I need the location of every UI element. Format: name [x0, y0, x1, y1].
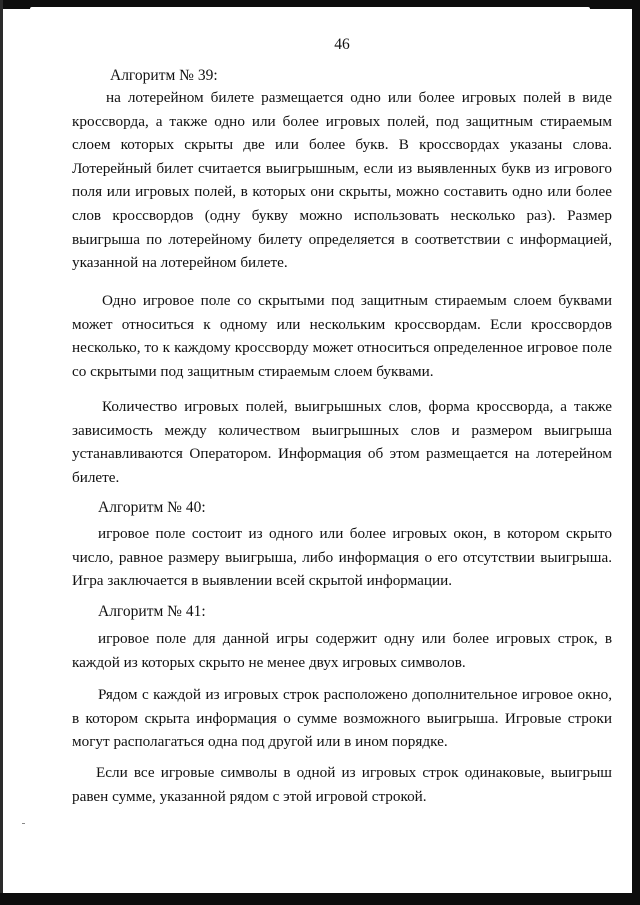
algorithm-39-heading: Алгоритм № 39:	[110, 67, 218, 84]
algorithm-40-heading: Алгоритм № 40:	[98, 499, 206, 516]
scan-edge-bottom	[0, 893, 640, 905]
algorithm-41-paragraph-2: Рядом с каждой из игровых строк расположено дополнительное игровое окно, в котором скрыта информация о сумме возможного выигрыша. Игровые строки могут располагаться одна под другой или в ином порядке.	[72, 686, 612, 751]
algorithm-41-paragraph-1: игровое поле для данной игры содержит одну или более игровых строк, в каждой из которых скрыто не менее двух игровых символов.	[72, 630, 612, 671]
scan-edge-right	[632, 0, 640, 905]
scan-speck	[22, 823, 25, 824]
algorithm-40-paragraph-1: игровое поле состоит из одного или более игровых окон, в котором скрыто число, равное размеру выигрыша, либо информация о его отсутствии выигрыша. Игра заключается в выявлении всей скрытой информации.	[72, 525, 612, 590]
algorithm-41-paragraph-3: Если все игровые символы в одной из игровых строк одинаковые, выигрыш равен сумме, указанной рядом с этой игровой строкой.	[72, 764, 612, 805]
scan-edge-top-gap	[30, 7, 590, 11]
document-page	[72, 30, 612, 870]
page-number: 46	[334, 36, 350, 53]
scan-edge-left	[0, 0, 3, 905]
algorithm-39-paragraph-3: Количество игровых полей, выигрышных слов, форма кроссворда, а также зависимость между количеством выигрышных слов и размером выигрыша устанавливаются Оператором. Информация об этом размещается на лотерейном билете.	[72, 398, 612, 486]
algorithm-39-paragraph-1: на лотерейном билете размещается одно или более игровых полей в виде кроссворда, а также одно или более игровых полей, под защитным стираемым слоем которых скрыты две или более букв. В кроссвордах указаны слова. Лотерейный билет считается выигрышным, если из выявленных букв из игрового поля или игровых полей, в которых они скрыты, можно составить одно или более слов кроссвордов (одну букву можно использовать несколько раз). Размер выигрыша по лотерейному билету определяется в соответствии с информацией, указанной на лотерейном билете.	[72, 89, 612, 272]
algorithm-39-paragraph-2: Одно игровое поле со скрытыми под защитным стираемым слоем буквами может относиться к одному или нескольким кроссвордам. Если кроссвордов несколько, то к каждому кроссворду может относиться определенное игровое поле со скрытыми под защитным стираемым слоем буквами.	[72, 292, 612, 380]
algorithm-41-heading: Алгоритм № 41:	[98, 603, 206, 620]
